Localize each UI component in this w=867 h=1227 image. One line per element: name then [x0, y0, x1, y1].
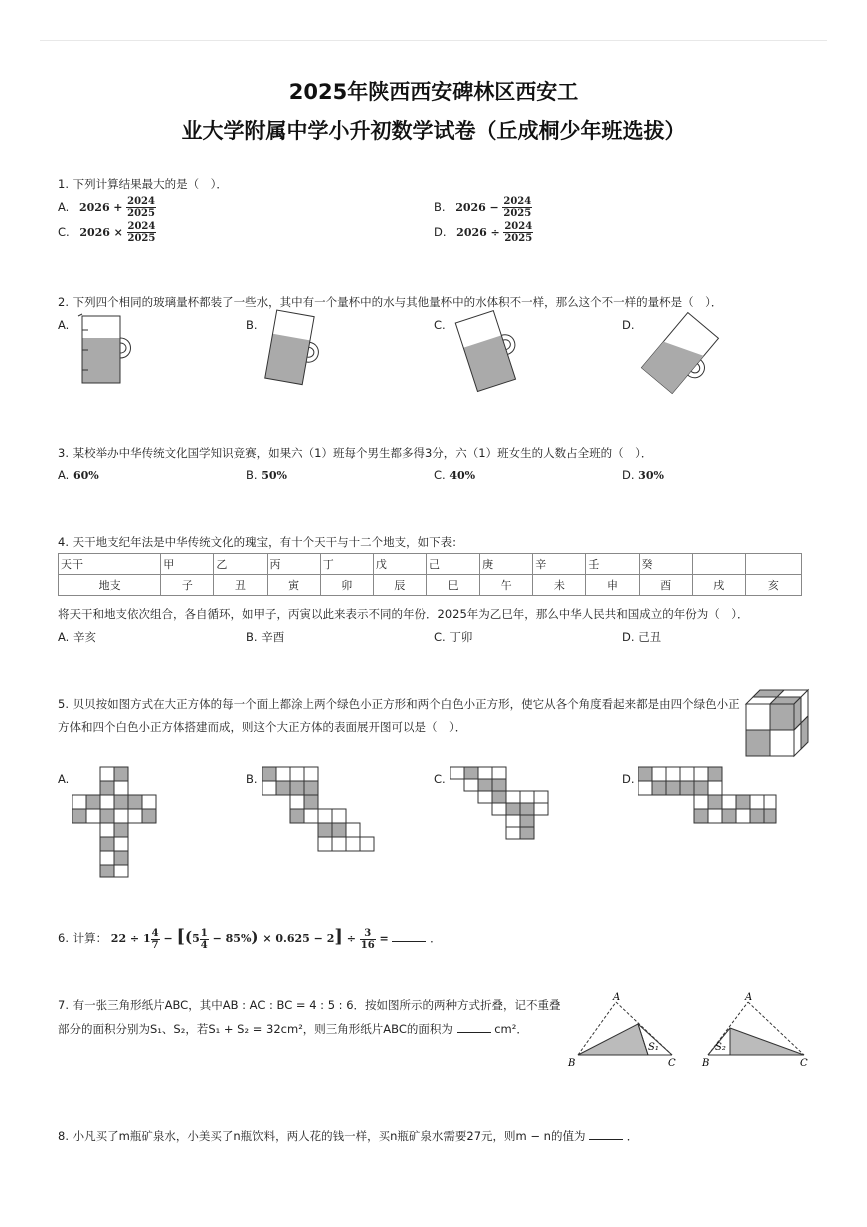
q1-option-d[interactable] [434, 221, 533, 244]
page-title-line1: 2025年陕西西安碑林区西安工 [288, 80, 579, 104]
cube-figure [742, 686, 814, 762]
q1-option-b[interactable] [434, 196, 532, 219]
measuring-cup-a [70, 310, 140, 390]
table-cell: 乙 [214, 554, 267, 575]
q1-option-left: 2026 [456, 226, 487, 239]
q1-option-label: C. [58, 225, 70, 239]
table-cell [692, 554, 745, 575]
q1-option-fraction: $\frac{2024}{2025}$ [504, 221, 533, 244]
q7-line1: 7. 有一张三角形纸片ABC，其中AB : AC : BC = 4 : 5 : 6．按如图所示的两种方式折叠，记不重叠 [58, 998, 561, 1012]
table-cell: 甲 [161, 554, 214, 575]
q3-stem: 3. 某校举办中华传统文化国学知识竞赛，如果六（1）班每个男生都多得3分，六（1）班女生的人数占全班的（ ）． [58, 446, 653, 460]
q1-option-fraction: $\frac{2024}{2025}$ [127, 221, 156, 244]
q1-option-c[interactable] [58, 221, 156, 244]
q1-option-label: A. [58, 200, 70, 214]
q1-option-op: − [489, 201, 499, 214]
q6-expression: 22 ÷ 1 $\frac{4}{7}$ − [(5 $\frac{1}{4}$ − 85%) × 0.625 − 2] ÷ $\frac{3}{16}$ = [110, 926, 389, 951]
table-cell: 丑 [214, 575, 267, 596]
q5-line1: 5. 贝贝按如图方式在大正方体的每一个面上都涂上两个绿色小正方形和两个白色小正方形，使它从各个角度看起来都是由四个绿色小正 [58, 697, 740, 711]
table-cell: 申 [586, 575, 639, 596]
q7-answer-blank[interactable] [457, 1022, 491, 1033]
vertex-label-b: B [568, 1058, 576, 1069]
q2-stem: 2. 下列四个相同的玻璃量杯都装了一些水，其中有一个量杯中的水与其他量杯中的水体积不一样，那么这个不一样的量杯是（ ）． [58, 295, 723, 309]
q8-answer-blank[interactable] [589, 1129, 623, 1140]
q1-option-fraction: $\frac{2024}{2025}$ [503, 196, 532, 219]
table-row-tiangan [59, 554, 802, 575]
q1-option-op: ÷ [490, 226, 500, 239]
q4-option-b[interactable]: B. 辛酉 [246, 630, 285, 644]
q5-label-b[interactable]: B. [246, 772, 258, 786]
q5-line2: 方体和四个白色小正方体搭建而成，则这个大正方体的表面展开图可以是（ ）． [58, 720, 467, 734]
table-cell: 己 [426, 554, 479, 575]
vertex-label-b: B [702, 1058, 710, 1069]
measuring-cup-b [258, 305, 338, 395]
table-cell [745, 554, 801, 575]
q5-label-d[interactable]: D. [622, 772, 635, 786]
q6-suffix: ． [430, 931, 442, 945]
cube-net-d [638, 766, 778, 826]
q5-label-a[interactable]: A. [58, 772, 70, 786]
table-cell: 酉 [639, 575, 692, 596]
q3-option-d[interactable]: D. 30% [622, 468, 664, 482]
q2-label-c[interactable]: C. [434, 318, 446, 332]
q6-answer-blank[interactable] [392, 931, 426, 942]
table-cell: 戌 [692, 575, 745, 596]
vertex-label-a: A [745, 992, 753, 1003]
q8-question: 8. 小凡买了m瓶矿泉水，小美买了n瓶饮料，两人花的钱一样，买n瓶矿泉水需要27元，则m − n的值为 ． [58, 1129, 639, 1143]
triangle-fold-figure-1 [566, 990, 686, 1072]
table-cell: 戊 [373, 554, 426, 575]
table-cell: 未 [533, 575, 586, 596]
q1-option-a[interactable] [58, 196, 156, 219]
table-cell: 丁 [320, 554, 373, 575]
table-cell: 亥 [745, 575, 801, 596]
vertex-label-c: C [800, 1058, 808, 1069]
page-title-line2: 业大学附属中学小升初数学试卷（丘成桐少年班选拔） [181, 119, 686, 143]
q2-label-b[interactable]: B. [246, 318, 258, 332]
ganzhi-table [58, 553, 802, 596]
q4-stem: 4. 天干地支纪年法是中华传统文化的瑰宝，有十个天干与十二个地支，如下表: [58, 535, 456, 549]
table-cell: 卯 [320, 575, 373, 596]
table-cell: 子 [161, 575, 214, 596]
q5-label-c[interactable]: C. [434, 772, 446, 786]
q1-option-op: × [113, 226, 123, 239]
table-row-dizhi [59, 575, 802, 596]
q1-option-label: B. [434, 200, 446, 214]
cube-net-a [72, 766, 162, 878]
measuring-cup-d [632, 305, 732, 400]
table-cell: 辰 [373, 575, 426, 596]
area-label-s1: S₁ [648, 1042, 659, 1053]
top-divider [40, 40, 827, 41]
q4-option-c[interactable]: C. 丁卯 [434, 630, 473, 644]
table-cell: 地支 [59, 575, 161, 596]
q1-option-left: 2026 [79, 226, 110, 239]
q4-text: 将天干和地支依次组合，各自循环，如甲子，丙寅以此来表示不同的年份．2025年为乙巳年，那么中华人民共和国成立的年份为（ ）． [58, 607, 749, 621]
vertex-label-c: C [668, 1058, 676, 1069]
table-cell: 壬 [586, 554, 639, 575]
q3-option-b[interactable]: B. 50% [246, 468, 287, 482]
q7-line2: 部分的面积分别为S₁、S₂，若S₁ + S₂ = 32cm²，则三角形纸片ABC的面积为 cm²． [58, 1022, 528, 1036]
q1-option-fraction: $\frac{2024}{2025}$ [127, 196, 155, 219]
q3-option-c[interactable]: C. 40% [434, 468, 476, 482]
q4-option-a[interactable]: A. 辛亥 [58, 630, 96, 644]
q1-option-op: + [113, 201, 123, 214]
q4-option-d[interactable]: D. 己丑 [622, 630, 662, 644]
q1-option-label: D. [434, 225, 447, 239]
q6-prefix: 6. 计算： [58, 931, 108, 945]
table-cell: 庚 [480, 554, 533, 575]
table-cell: 寅 [267, 575, 320, 596]
q2-label-d[interactable]: D. [622, 318, 635, 332]
q1-option-left: 2026 [78, 201, 110, 214]
area-label-s2: S₂ [715, 1042, 726, 1053]
table-cell: 午 [480, 575, 533, 596]
q6-question [58, 926, 442, 951]
table-cell: 癸 [639, 554, 692, 575]
q1-option-left: 2026 [455, 201, 486, 214]
q1-stem: 1. 下列计算结果最大的是（ ）． [58, 177, 228, 191]
table-cell: 天干 [59, 554, 161, 575]
cube-net-b [262, 766, 378, 856]
table-cell: 辛 [533, 554, 586, 575]
table-cell: 巳 [426, 575, 479, 596]
measuring-cup-c [446, 305, 536, 400]
q3-option-a[interactable]: A. 60% [58, 468, 99, 482]
cube-net-c [450, 766, 556, 846]
q2-label-a[interactable]: A. [58, 318, 70, 332]
vertex-label-a: A [613, 992, 621, 1003]
table-cell: 丙 [267, 554, 320, 575]
triangle-fold-figure-2 [700, 990, 820, 1072]
